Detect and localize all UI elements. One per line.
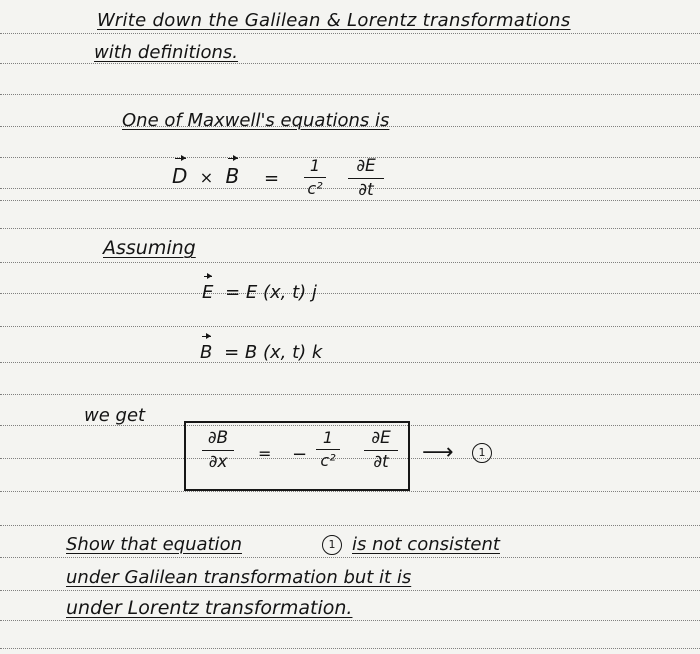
ruled-line: [0, 200, 700, 201]
ruled-line: [0, 590, 700, 591]
result-lhs: [202, 430, 234, 471]
curl-deriv-num: ∂E: [356, 156, 376, 176]
b-vector: B: [225, 164, 240, 188]
heading-line-2: with definitions.: [94, 42, 239, 63]
result-rhs-num: ∂E: [371, 428, 391, 448]
curl-coefficient: [304, 158, 326, 197]
curl-equals: =: [264, 168, 280, 189]
fraction-bar: [316, 449, 340, 450]
ruled-line: [0, 228, 700, 229]
ruled-line: [0, 63, 700, 64]
result-coef-num: 1: [322, 428, 334, 447]
e-field-rhs: = E (x, t) j: [225, 282, 317, 303]
b-field-assumption: [200, 342, 322, 363]
b-field-rhs: = B (x, t) k: [224, 342, 323, 363]
equation-tag-1: 1: [472, 443, 492, 463]
maxwell-intro: One of Maxwell's equations is: [122, 110, 390, 131]
result-rhs: [364, 430, 398, 471]
ruled-line: [0, 491, 700, 492]
ruled-line: [0, 557, 700, 558]
cross-operator: ×: [199, 168, 214, 187]
arrow-icon: ⟶: [422, 440, 454, 465]
result-coefficient: [316, 430, 340, 469]
ruled-line: [0, 394, 700, 395]
ruled-line: [0, 362, 700, 363]
ruled-line: [0, 293, 700, 294]
curl-equation-lhs: [172, 164, 239, 188]
ruled-line: [0, 33, 700, 34]
result-equals: =: [258, 444, 272, 463]
heading-line-1: Write down the Galilean & Lorentz transformations: [97, 10, 571, 31]
ruled-line: [0, 94, 700, 95]
question-line-1b: is not consistent: [352, 534, 500, 555]
we-get-label: we get: [84, 405, 146, 426]
result-rhs-den: ∂t: [373, 452, 389, 472]
curl-derivative: [348, 158, 384, 199]
fraction-bar: [348, 178, 384, 179]
question-line-1a: Show that equation: [66, 534, 242, 555]
ruled-line: [0, 326, 700, 327]
ruled-line: [0, 525, 700, 526]
result-minus: −: [292, 444, 308, 465]
curl-coef-num: 1: [309, 156, 321, 175]
curl-coef-den: c²: [307, 179, 323, 198]
fraction-bar: [304, 177, 326, 178]
result-lhs-num: ∂B: [207, 428, 229, 448]
result-coef-den: c²: [320, 451, 336, 470]
fraction-bar: [202, 450, 234, 451]
result-lhs-den: ∂x: [208, 452, 228, 472]
ruled-line: [0, 648, 700, 649]
curl-deriv-den: ∂t: [358, 180, 374, 200]
ruled-line: [0, 262, 700, 263]
question-line-3: under Lorentz transformation.: [66, 597, 353, 619]
e-vector: E: [202, 282, 214, 303]
b-vector: B: [200, 342, 213, 363]
question-equation-tag: 1: [322, 535, 342, 555]
question-line-2: under Galilean transformation but it is: [66, 567, 412, 588]
e-field-assumption: [202, 282, 317, 303]
assuming-label: Assuming: [103, 237, 196, 259]
ruled-line: [0, 620, 700, 621]
fraction-bar: [364, 450, 398, 451]
nabla-vector: D: [172, 164, 188, 188]
